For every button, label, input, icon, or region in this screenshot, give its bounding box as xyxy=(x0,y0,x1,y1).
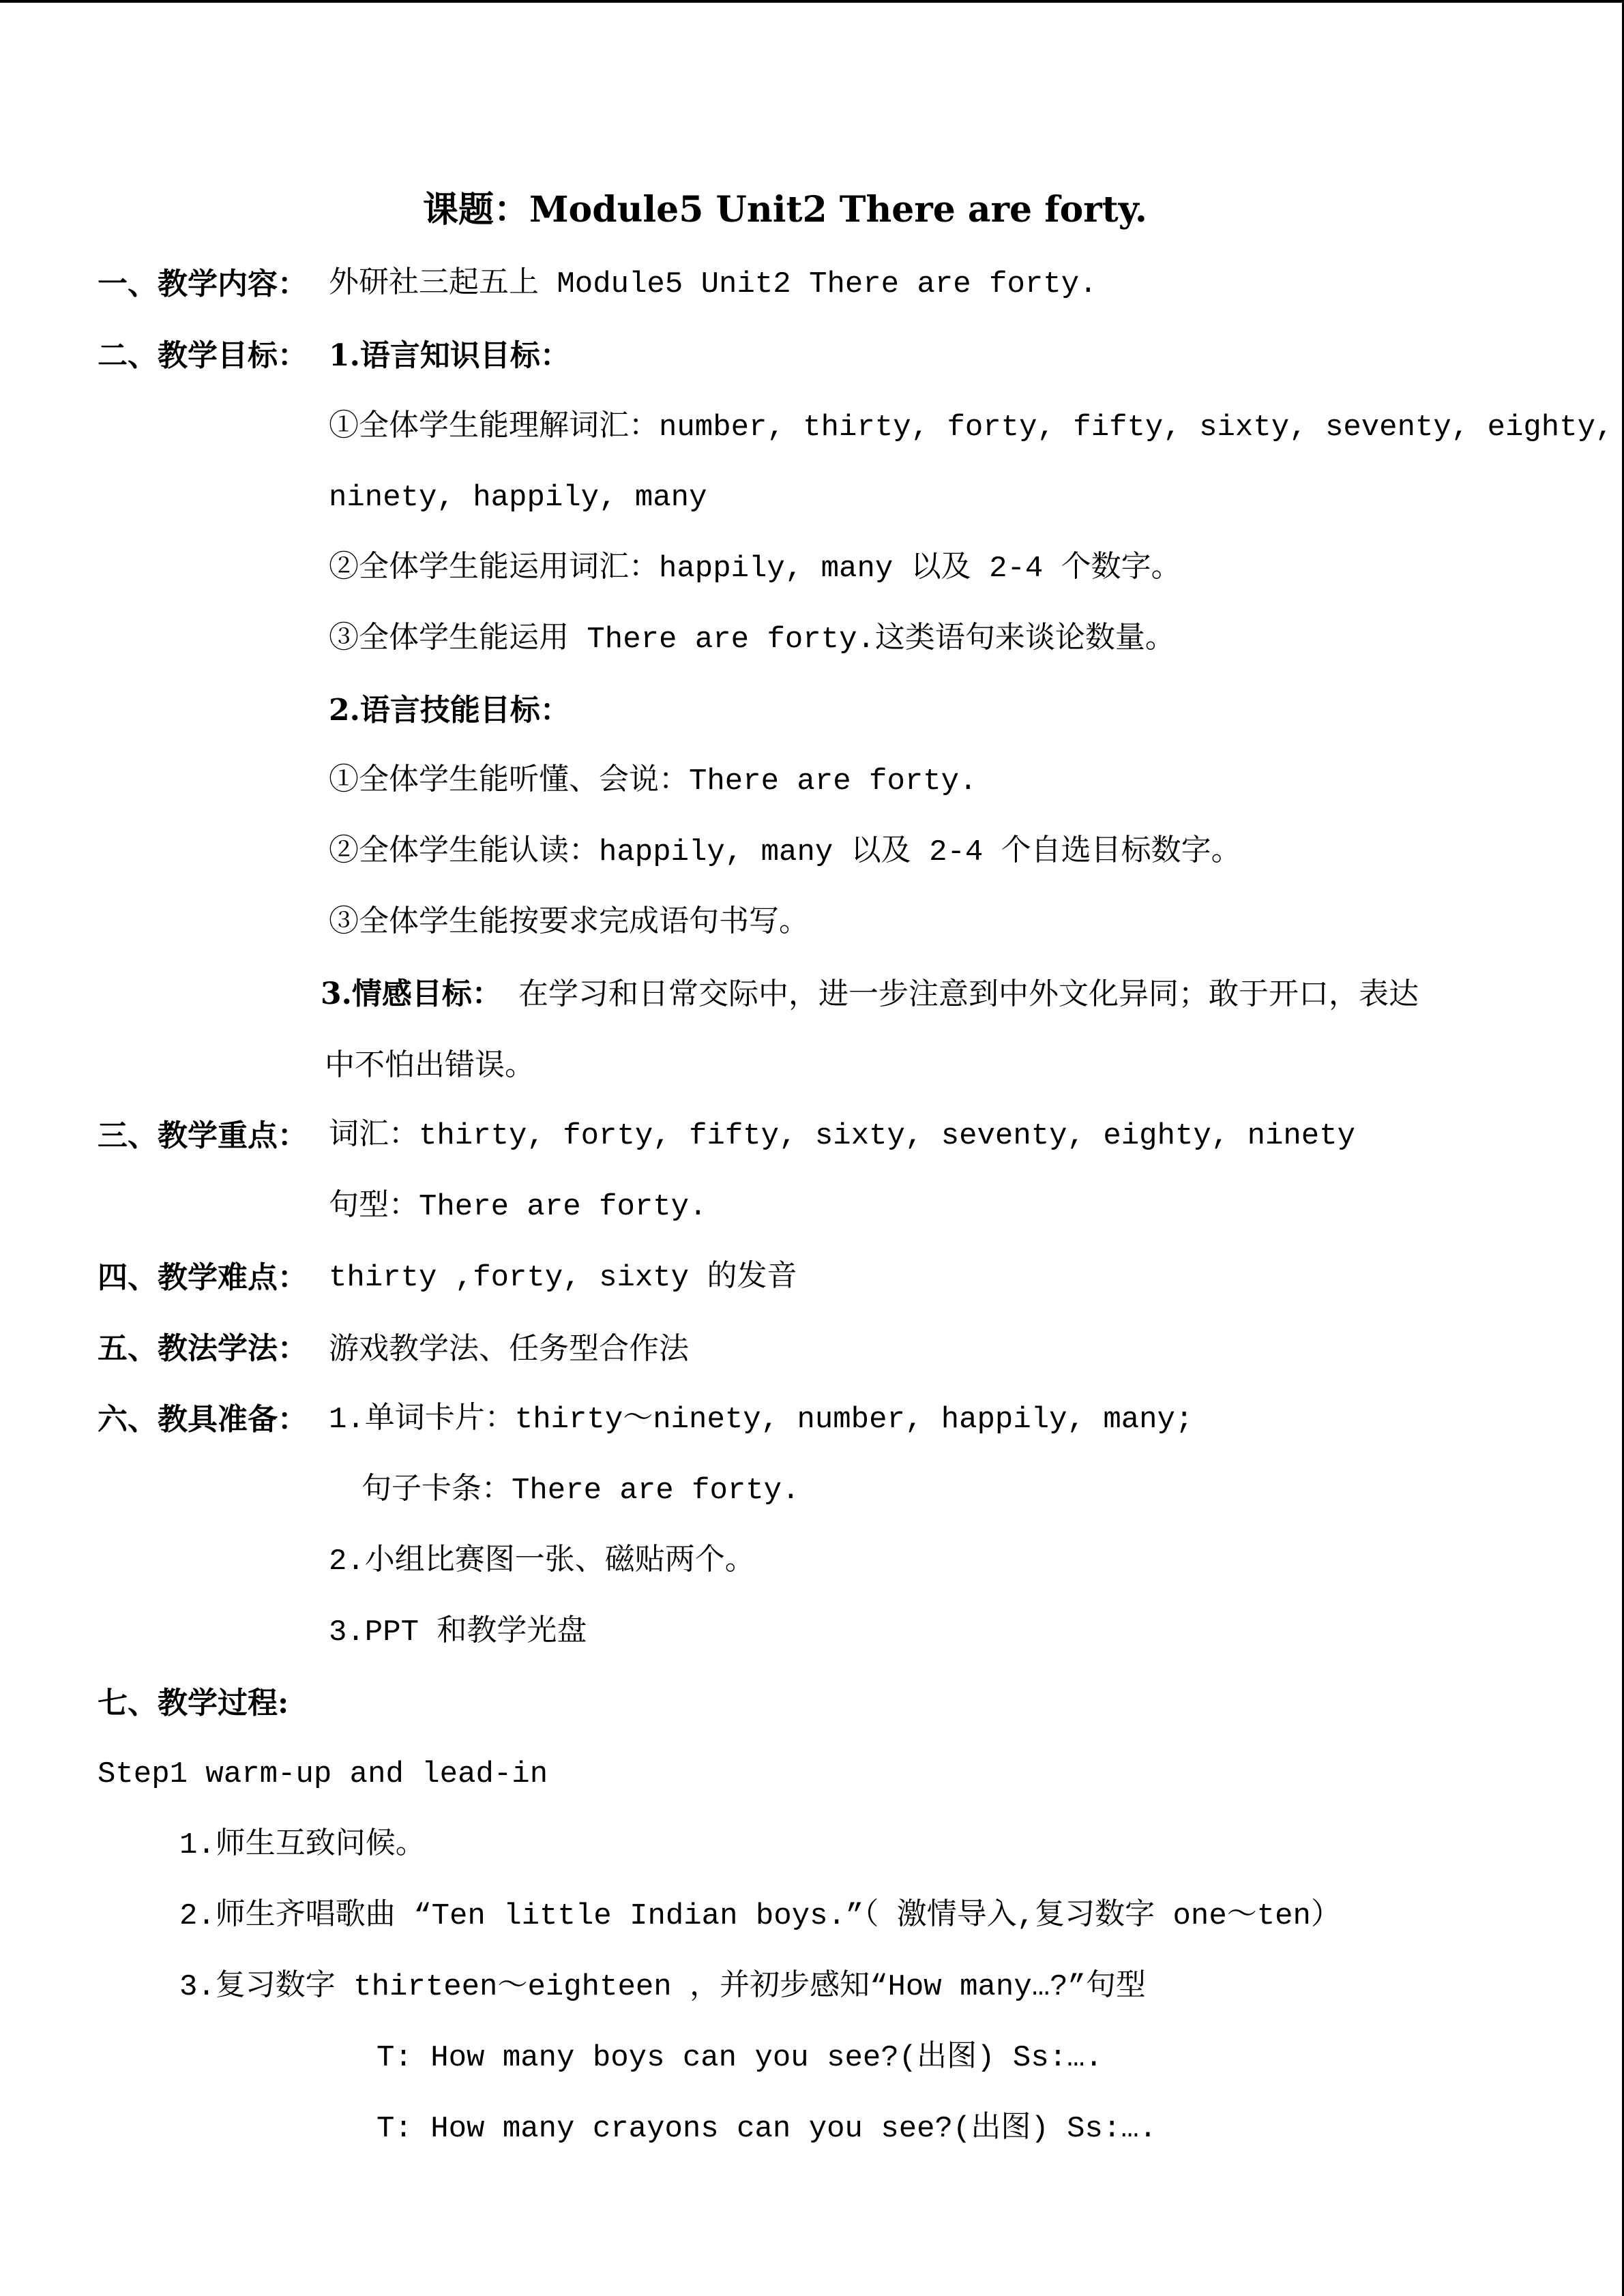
materials-item-1-cont: 句子卡条：There are forty. xyxy=(361,1474,800,1508)
materials-item-1: 1.单词卡片：thirty～ninety, number, happily, many; xyxy=(329,1403,1194,1437)
section-2-label: 二、教学目标： xyxy=(98,338,308,373)
section-4-label: 四、教学难点： xyxy=(98,1260,308,1295)
section-7-label: 七、教学过程: xyxy=(98,1686,289,1720)
materials-item-3: 3.PPT 和教学光盘 xyxy=(329,1615,587,1650)
step-1-question-1: T: How many boys can you see?(出图) Ss:…. xyxy=(377,2041,1103,2075)
section-5-label: 五、教法学法： xyxy=(98,1331,308,1366)
step-1-item-2: 2.师生齐唱歌曲 “Ten little Indian boys.”（ 激情导入,复习数字 one～ten） xyxy=(179,1899,1341,1933)
step-1-question-2: T: How many crayons can you see?(出图) Ss:…. xyxy=(377,2112,1157,2146)
goal-2-item-a: ①全体学生能听懂、会说：There are forty. xyxy=(329,764,977,799)
section-1-label: 一、教学内容： xyxy=(98,267,308,301)
goal-3-heading: 3.情感目标： xyxy=(321,976,502,1011)
step-1-item-3: 3.复习数字 thirteen～eighteen ，并初步感知“How many…?”句型 xyxy=(179,1970,1146,2004)
goal-1-heading: 1.语言知识目标： xyxy=(329,338,570,373)
goal-1-item-c: ③全体学生能运用 There are forty.这类语句来谈论数量。 xyxy=(329,623,1175,657)
goal-2-item-c: ③全体学生能按要求完成语句书写。 xyxy=(329,906,809,940)
section-6-label: 六、教具准备： xyxy=(98,1402,308,1437)
goal-1-item-a-cont: ninety, happily, many xyxy=(329,481,707,515)
section-3-label: 三、教学重点： xyxy=(98,1118,308,1153)
methods-text: 游戏教学法、任务型合作法 xyxy=(329,1331,689,1366)
step-1-heading: Step1 warm-up and lead-in xyxy=(98,1757,548,1791)
goal-2-item-b: ②全体学生能认读：happily, many 以及 2-4 个自选目标数字。 xyxy=(329,835,1241,869)
key-points-vocab: 词汇：thirty, forty, fifty, sixty, seventy, eighty, ninety xyxy=(329,1119,1356,1153)
key-points-sentence: 句型：There are forty. xyxy=(329,1190,707,1224)
materials-item-2: 2.小组比赛图一张、磁贴两个。 xyxy=(329,1545,755,1579)
goal-3-text-cont: 中不怕出错误。 xyxy=(325,1047,535,1082)
section-1-text: 外研社三起五上 Module5 Unit2 There are forty. xyxy=(329,267,1097,301)
goal-3-text: 在学习和日常交际中，进一步注意到中外文化异同；敢于开口，表达 xyxy=(518,976,1419,1011)
page-top-border xyxy=(0,0,1624,3)
goal-2-heading: 2.语言技能目标： xyxy=(329,693,570,728)
goal-1-item-b: ②全体学生能运用词汇：happily, many 以及 2-4 个数字。 xyxy=(329,552,1181,586)
step-1-item-1: 1.师生互致问候。 xyxy=(179,1828,426,1862)
difficult-points-text: thirty ,forty, sixty 的发音 xyxy=(329,1261,797,1295)
lesson-title: 课题：Module5 Unit2 There are forty. xyxy=(423,189,1148,230)
goal-1-item-a: ①全体学生能理解词汇：number, thirty, forty, fifty, sixty, seventy, eighty, xyxy=(329,411,1614,445)
